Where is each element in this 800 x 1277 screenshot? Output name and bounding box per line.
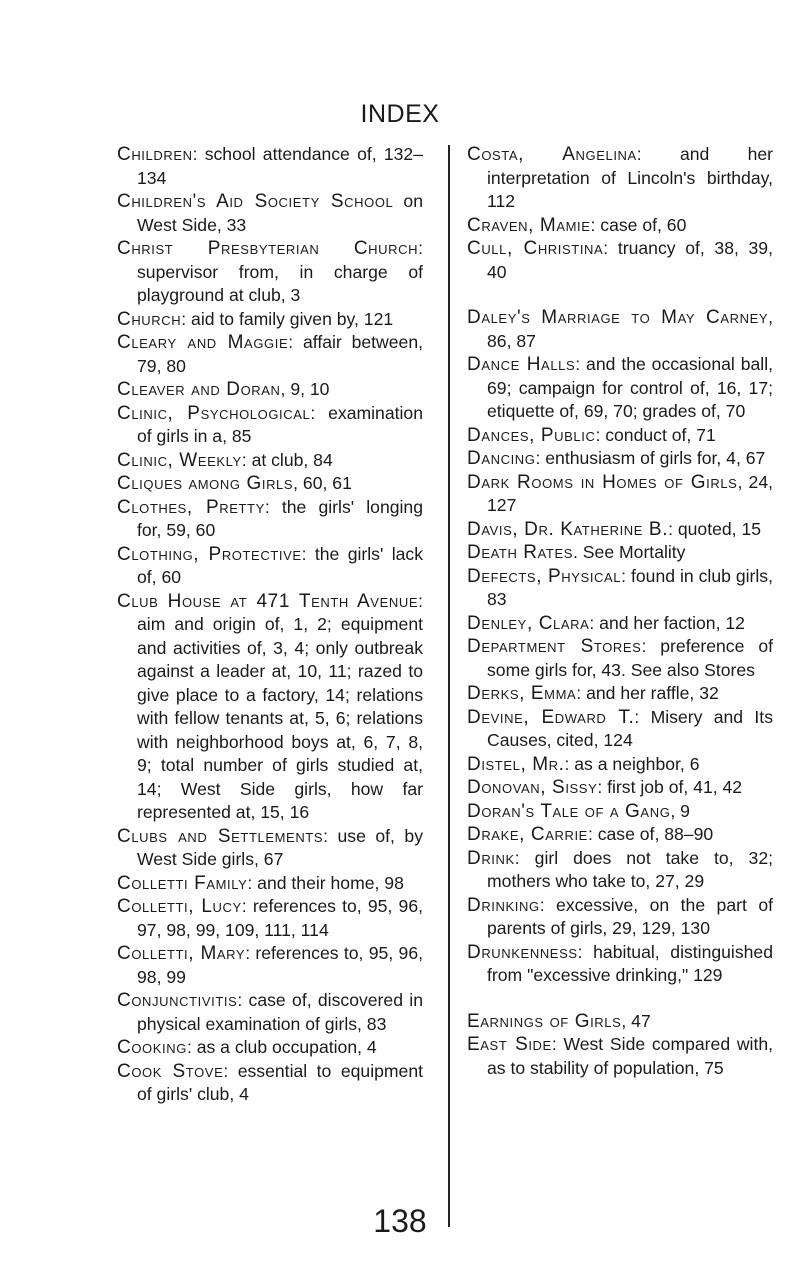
index-entry-heading: Conjunctivitis: [117, 990, 238, 1011]
index-entry: [117, 942, 423, 989]
index-entry-heading: Drinking: [467, 894, 540, 916]
index-entry: [467, 1033, 773, 1080]
index-entry-references: on West Side, 33: [137, 191, 423, 235]
index-entry: [467, 800, 773, 824]
index-entry-heading: Cooking: [117, 1037, 187, 1058]
index-entry: [117, 989, 423, 1036]
index-column-right: [467, 143, 773, 1080]
index-entry-heading: Clubs and Settlements: [117, 825, 324, 847]
index-entry-references: : use of, by West Side girls, 67: [137, 825, 423, 869]
index-entry-heading: Children's Aid Society School: [117, 191, 394, 212]
column-divider: [448, 145, 450, 1227]
index-entry-references: : quoted, 15: [668, 518, 762, 539]
index-entry-references: . See Mortality: [573, 542, 686, 562]
index-entry-references: : excessive, on the part of parents of girls, 29, 129, 130: [487, 894, 773, 938]
index-entry-heading: Drink: [467, 847, 515, 869]
index-entry-references: : supervisor from, in charge of playground at club, 3: [137, 238, 423, 305]
index-entry-references: , 86, 87: [487, 307, 773, 351]
index-entry-references: : case of, 60: [590, 214, 687, 235]
index-entry: [467, 471, 773, 518]
index-entry-heading: Cleaver and Doran: [117, 379, 281, 400]
index-entry: [117, 190, 423, 237]
index-entry-heading: Cleary and Maggie: [117, 332, 289, 353]
index-entry-references: : girl does not take to, 32; mothers who take to, 27, 29: [487, 847, 773, 891]
index-entry: [117, 1060, 423, 1107]
index-entry: [117, 496, 423, 543]
index-entry-references: : and their home, 98: [247, 872, 404, 893]
index-entry: [117, 895, 423, 942]
index-entry-heading: Colletti Family: [117, 872, 248, 894]
index-entry-references: : affair between, 79, 80: [137, 332, 423, 376]
page-number: 138: [373, 1203, 427, 1239]
index-entry-heading: Earnings of Girls: [467, 1010, 622, 1032]
index-entry: [467, 847, 773, 894]
index-entry-heading: Costa, Angelina: [467, 144, 637, 165]
index-entry-heading: Denley, Clara: [467, 612, 590, 634]
index-entry-heading: Death Rates: [467, 542, 574, 563]
index-entry: [467, 447, 773, 471]
index-entry-references: : and the occasional ball, 69; campaign for control of, 16, 17; etiquette of, 69, 70; grades of, 70: [487, 354, 773, 421]
index-entry-heading: Derks, Emma: [467, 683, 577, 704]
index-entry-references: : case of, discovered in physical examination of girls, 83: [137, 990, 423, 1034]
index-entry: [117, 825, 423, 872]
index-entry-references: : as a club occupation, 4: [186, 1037, 377, 1057]
index-entry-references: , 24, 127: [487, 471, 774, 515]
index-entry-references: : preference of some girls for, 43. See also Stores: [487, 636, 773, 680]
index-entry-heading: Cliques among Girls: [117, 473, 294, 494]
index-entry-heading: Clinic, Psychological: [117, 402, 311, 424]
index-entry-heading: Drunkenness: [467, 941, 578, 963]
index-entry: [117, 143, 423, 190]
index-entry: [467, 353, 773, 424]
index-entry-references: : references to, 95, 96, 98, 99: [137, 943, 423, 987]
index-entry: [117, 472, 423, 496]
index-entry-references: : school attendance of, 132–134: [137, 144, 423, 188]
index-entry: [467, 424, 773, 448]
index-entry-references: , 60, 61: [293, 473, 352, 493]
index-entry: [467, 776, 773, 800]
index-entry-heading: Distel, Mr.: [467, 753, 565, 775]
index-entry-heading: Dancing: [467, 448, 536, 469]
index-entry-heading: Department Stores: [467, 636, 642, 657]
index-entry: [467, 612, 773, 636]
index-entry-references: : essential to equipment of girls' club, 4: [137, 1060, 423, 1104]
index-entry: [117, 543, 423, 590]
index-entry: [467, 753, 773, 777]
index-entry: [467, 214, 773, 238]
index-entry-references: : examination of girls in a, 85: [137, 402, 423, 446]
index-entry-references: : at club, 84: [241, 449, 333, 470]
index-entry: [467, 565, 773, 612]
index-entry: [467, 894, 773, 941]
index-entry-references: : the girls' lack of, 60: [137, 543, 423, 587]
index-entry-heading: Cook Stove: [117, 1060, 224, 1082]
index-entry: [117, 872, 423, 896]
index-entry-references: : the girls' longing for, 59, 60: [137, 496, 423, 540]
index-entry-heading: Christ Presbyterian Church: [117, 238, 419, 259]
index-entry-references: : aim and origin of, 1, 2; equipment and activities of, 3, 4; only outbreak against a leader at, 10, 11; razed to give place to a factory, 14; relations with fellow tenants at, 5, 6; relations with neighborhood boys at, 6, 7, 8, 9; total number of girls studied at, 14; West Side girls, how far represented at, 15, 16: [137, 590, 423, 822]
index-entry-references: : references to, 95, 96, 97, 98, 99, 109, 111, 114: [137, 896, 423, 940]
index-entry-heading: Cull, Christina: [467, 238, 604, 259]
index-entry: [117, 331, 423, 378]
index-entry-heading: Defects, Physical: [467, 565, 622, 587]
index-column-left: [117, 143, 423, 1107]
index-entry: [467, 237, 773, 284]
index-entry-heading: Dances, Public: [467, 424, 596, 446]
index-entry-references: : Misery and Its Causes, cited, 124: [487, 706, 773, 750]
index-entry-heading: Clinic, Weekly: [117, 449, 242, 471]
index-entry: [117, 402, 423, 449]
index-entry-references: : as a neighbor, 6: [564, 753, 700, 774]
index-entry-heading: Davis, Dr. Katherine B.: [467, 518, 669, 540]
index-entry-heading: Doran's Tale of a Gang: [467, 800, 671, 822]
index-entry: [117, 1036, 423, 1060]
index-entry-references: : first job of, 41, 42: [597, 777, 743, 797]
index-entry: [467, 1010, 773, 1034]
index-entry-heading: Donovan, Sissy: [467, 777, 598, 798]
index-entry: [467, 706, 773, 753]
index-entry: [117, 449, 423, 473]
index-entry: [467, 518, 773, 542]
index-entry-references: : and her raffle, 32: [576, 683, 719, 703]
index-entry: [467, 143, 773, 214]
index-entry-references: : West Side compared with, as to stability of population, 75: [487, 1034, 774, 1078]
index-entry-heading: Colletti, Lucy: [117, 896, 242, 917]
index-entry-heading: Church: [117, 308, 182, 330]
index-entry: [467, 306, 773, 353]
index-entry-references: : conduct of, 71: [595, 424, 716, 445]
index-entry: [117, 590, 423, 825]
index-entry-heading: Dance Halls: [467, 354, 576, 375]
index-entry: [467, 823, 773, 847]
index-entry-heading: Craven, Mamie: [467, 214, 591, 236]
index-entry: [467, 541, 773, 565]
index-entry-references: : and her faction, 12: [589, 612, 745, 633]
index-entry-heading: Clothing, Protective: [117, 543, 302, 565]
index-entry-references: : truancy of, 38, 39, 40: [487, 238, 773, 282]
index-entry-references: : enthusiasm of girls for, 4, 67: [535, 448, 766, 468]
index-entry-references: : found in club girls, 83: [487, 565, 773, 609]
index-entry: [117, 308, 423, 332]
index-entry: [467, 682, 773, 706]
index-entry-heading: Children: [117, 144, 193, 165]
index-entry-references: , 9, 10: [280, 379, 330, 399]
index-entry: [117, 378, 423, 402]
index-entry-heading: Dark Rooms in Homes of Girls: [467, 471, 738, 493]
index-entry-references: : aid to family given by, 121: [181, 308, 394, 329]
index-entry: [117, 237, 423, 308]
index-entry-heading: Drake, Carrie: [467, 824, 588, 845]
index-entry: [467, 941, 773, 988]
index-entry-heading: Daley's Marriage to May Carney: [467, 307, 769, 328]
index-entry-heading: East Side: [467, 1034, 552, 1055]
index-entry-heading: Clothes, Pretty: [117, 496, 265, 518]
index-heading: INDEX: [360, 100, 440, 128]
index-entry: [467, 635, 773, 682]
index-entry-heading: Club House at 471 Tenth Avenue: [117, 590, 419, 612]
index-entry-references: : habitual, distinguished from "excessive drinking," 129: [487, 941, 773, 985]
index-entry-references: , 9: [670, 800, 690, 821]
index-entry-heading: Colletti, Mary: [117, 943, 246, 964]
index-entry-heading: Devine, Edward T.: [467, 706, 635, 728]
index-entry-references: : and her interpretation of Lincoln's birthday, 112: [487, 144, 774, 211]
index-entry-references: : case of, 88–90: [587, 824, 714, 844]
index-entry-references: , 47: [621, 1010, 651, 1031]
